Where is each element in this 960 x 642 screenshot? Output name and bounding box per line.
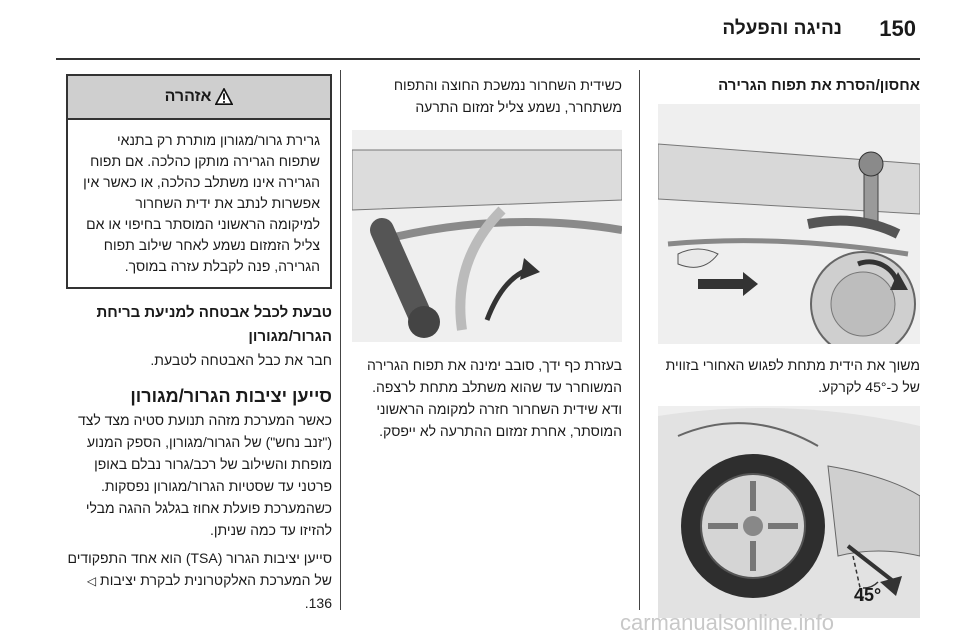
arrow-reference-icon: ◁ xyxy=(86,574,97,588)
page-title: נהיגה והפעלה xyxy=(722,18,842,39)
watermark: carmanualsonline.info xyxy=(620,610,835,635)
caption-pull-handle: משוך את הידית מתחת לפגוש האחורי בזווית של כ-45° לקרקע. xyxy=(665,357,920,395)
header-divider xyxy=(56,58,920,60)
column-divider-left xyxy=(340,70,341,610)
warning-box xyxy=(66,74,332,289)
figure-rotate-ball xyxy=(352,130,622,342)
tsa-description: כאשר המערכת מזהה תנועת סטיה מצד לצד ("זנב נחש") של הגרור/מגורון, הספק המנוע מופחת והשילוב של רכב/גרור נבלם באופן פרטני עד שסטיות הגרור/מגורון נפסקות. כשהמערכת פועלת אחוז בגלגל ההגה מבלי להזיזו עד כמה שניתן. xyxy=(77,412,332,538)
tsa-text: סייען יציבות הגרור (TSA) הוא אחד התפקודים של המערכת האלקטרונית לבקרת יציבות xyxy=(67,550,332,588)
page-number: 150 xyxy=(879,16,916,41)
section-title-tow-ball: אחסון/הסרת את תפוח הגרירה xyxy=(718,77,920,94)
figure-tow-ball-release xyxy=(658,104,920,344)
rotate-ball-instructions: בעזרת כף ידך, סובב ימינה את תפוח הגרירה המשוחרר עד שהוא משתלב מתחת לרצפה. ודא שידית השחרור חזרה למקומה הראשוני המוסתר, אחרת זמזום ההתרעה לא ייפסק. xyxy=(366,357,622,439)
release-intro-text: כשידית השחרור נמשכת החוצה והתפוח משתחרר, נשמע צליל זמזום התרעה xyxy=(393,77,622,115)
tsa-section-title: סייען יציבות הגרור/מגורון xyxy=(130,386,332,406)
safety-ring-text: חבר את כבל האבטחה לטבעת. xyxy=(150,352,332,368)
right-column xyxy=(658,74,920,618)
tow-ball-illustration xyxy=(658,104,920,344)
figure-handle-angle xyxy=(658,406,920,618)
tsa-page-ref[interactable]: 136 xyxy=(308,595,332,611)
angle-label: 45° xyxy=(854,585,882,605)
left-column xyxy=(66,74,332,618)
warning-title: אזהרה xyxy=(164,88,212,105)
warning-body: גרירת גרור/מגורון מותרת רק בתנאי שתפוח הגרירה מותקן כהלכה. אם תפוח הגרירה אינו משתלב כהלכה, או כאשר אין אפשרות לנתב את ידית השחרור למיקומה הראשוני המוסתר בחיפוי או אם צליל הזמזום נשמע לאחר שילוב תפוח הגרירה, פנה לקבלת עזרה במוסך. xyxy=(83,132,320,274)
warning-header xyxy=(68,76,330,120)
warning-triangle-icon xyxy=(215,88,233,106)
middle-column xyxy=(352,74,622,446)
column-divider-right xyxy=(639,70,640,610)
safety-ring-title: טבעת לכבל אבטחה למניעת בריחת הגרור/מגורון xyxy=(96,304,332,345)
rotate-ball-illustration xyxy=(352,130,622,342)
tsa-reference-text: סייען יציבות הגרור (TSA) הוא אחד התפקודים של המערכת האלקטרונית לבקרת יציבות ◁ 136. xyxy=(67,550,332,611)
